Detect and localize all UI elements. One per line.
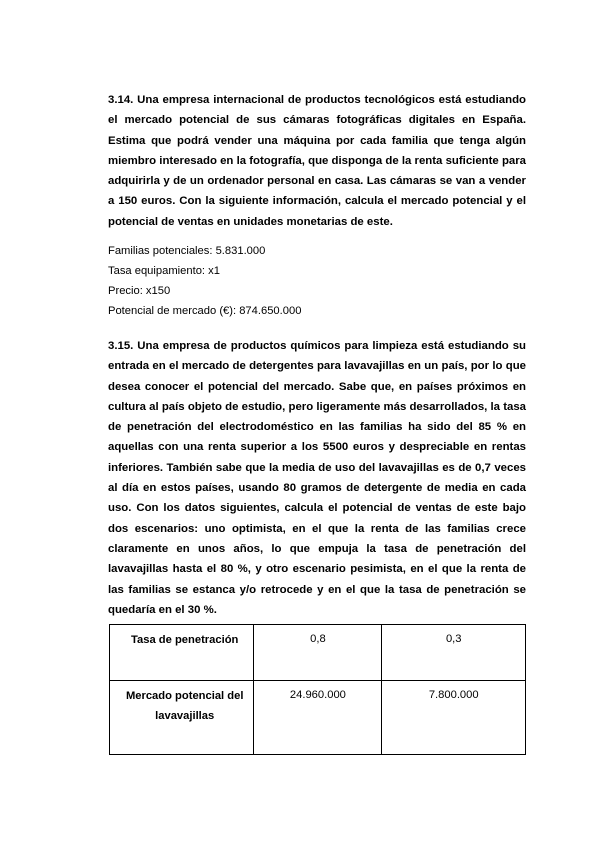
result-market-potential: Potencial de mercado (€): 874.650.000	[108, 305, 302, 317]
table-row-label: Tasa de penetración	[110, 625, 254, 681]
problem-3-14	[108, 90, 526, 232]
problem-3-14-text: 3.14. Una empresa internacional de productos tecnológicos está estudiando el mercado potencial de sus cámaras fotográficas digitales en España. Estima que podrá vender una máquina por cada familia que tenga algún miembro interesado en la fotografía, que disponga de la renta suficiente para adquirirla y de un ordenador personal en casa. Las cámaras se van a vender a 150 euros. Con la siguiente información, calcula el mercado potencial y el potencial de ventas en unidades monetarias de este.	[108, 94, 526, 228]
problem-3-15	[108, 336, 526, 620]
result-potential-families: Familias potenciales: 5.831.000	[108, 245, 266, 257]
table-row-label: Mercado potencial del lavavajillas	[110, 681, 254, 755]
table-row	[110, 681, 526, 755]
table-cell-optimistic: 24.960.000	[254, 681, 382, 755]
table-row	[110, 625, 526, 681]
scenario-table	[109, 624, 526, 755]
problem-3-15-text: 3.15. Una empresa de productos químicos para limpieza está estudiando su entrada en el mercado de detergentes para lavavajillas en un país, por lo que desea conocer el potencial del mercado. Sabe que, en países próximos en cultura al país objeto de estudio, pero ligeramente más desarrollados, la tasa de penetración del electrodoméstico en las familias ha sido del 85 % en aquellas con una renta superior a los 5500 euros y despreciable en rentas inferiores. También sabe que la media de uso del lavavajillas es de 0,7 veces al día en estos países, usando 80 gramos de detergente de media en cada uso. Con los datos siguientes, calcula el potencial de ventas de este bajo dos escenarios: uno optimista, en el que la renta de las familias crece claramente en unos años, lo que empuja la tasa de penetración del lavavajillas hasta el 80 %, y otro escenario pesimista, en el que la renta de las familias se estanca y/o retrocede y en el que la tasa de penetración se quedaría en el 30 %.	[108, 340, 526, 616]
table-cell-pessimistic: 0,3	[382, 625, 526, 681]
result-equipment-rate: Tasa equipamiento: x1	[108, 265, 220, 277]
problem-3-14-results	[108, 241, 526, 321]
table-cell-pessimistic: 7.800.000	[382, 681, 526, 755]
result-price: Precio: x150	[108, 285, 171, 297]
table-cell-optimistic: 0,8	[254, 625, 382, 681]
